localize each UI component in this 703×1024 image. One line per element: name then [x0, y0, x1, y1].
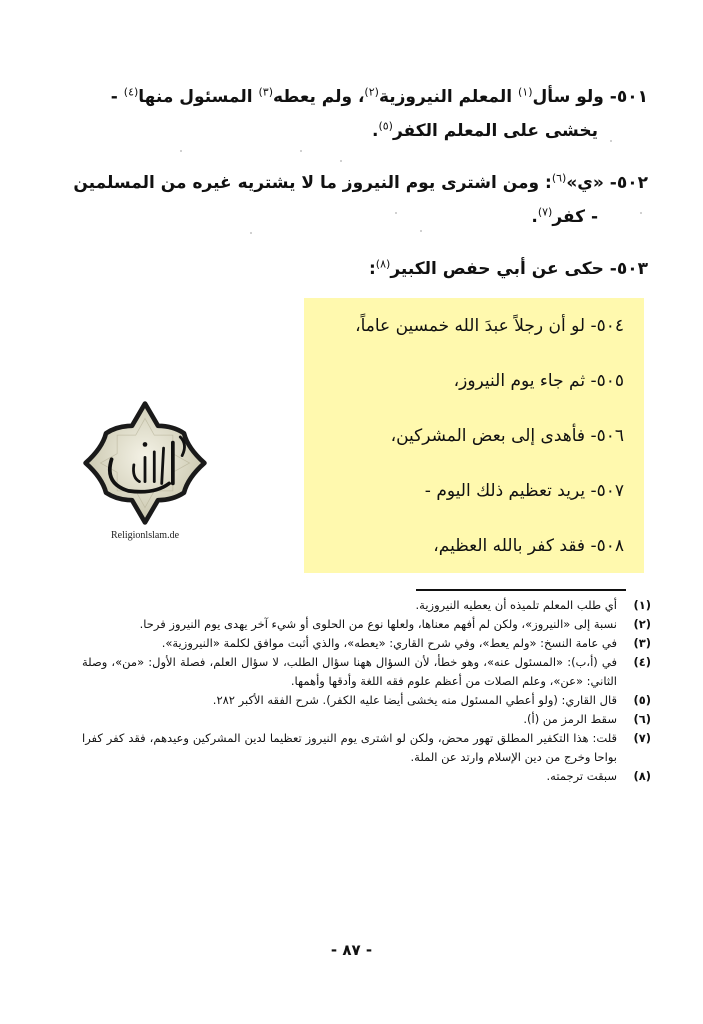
footnote-text: نسبة إلى «النيروز»، ولكن لم أفهم معناها، ولعلها نوع من الحلوى أو شيء آخر يهدى يوم النيروز فرحا.: [139, 617, 617, 631]
footnote-ref[interactable]: (٣): [258, 85, 273, 99]
paragraph-line: [369, 252, 648, 286]
footnotes: [82, 596, 651, 786]
text-run: .: [371, 121, 379, 141]
text-run: ولو سأل: [532, 87, 604, 107]
highlighted-line-506: ٥٠٦- فأهدى إلى بعض المشركين،: [390, 426, 624, 446]
text-run: - كفر: [552, 207, 598, 227]
paragraph-number: ٥٠٣-: [609, 259, 648, 279]
footnote-8: [82, 767, 651, 786]
footnote-ref[interactable]: (٢): [364, 85, 379, 99]
highlighted-line-504: ٥٠٤- لو أن رجلاً عبدَ الله خمسين عاماً،: [355, 316, 624, 336]
footnote-3: [82, 634, 651, 653]
footnote-number: (١): [633, 598, 651, 612]
logo-caption: Religionlslam.de: [110, 530, 180, 541]
religionislam-logo: [75, 398, 215, 528]
footnote-1: [82, 596, 651, 615]
footnote-text: قال القاري: (ولو أعطي المسئول منه يخشى أيضا عليه الكفر). شرح الفقه الأكبر ٢٨٢.: [212, 693, 617, 707]
text-run: : ومن اشترى يوم النيروز ما لا يشتريه غيره من المسلمين: [73, 173, 552, 193]
footnote-number: (٢): [633, 617, 651, 631]
highlighted-line-505: ٥٠٥- ثم جاء يوم النيروز،: [453, 371, 624, 391]
footnote-text: سقط الرمز من (أ).: [523, 712, 617, 726]
text-run: -: [110, 87, 124, 107]
footnote-text: سبقت ترجمته.: [546, 769, 617, 783]
text-run: حكى عن أبي حفص الكبير: [390, 259, 604, 279]
footnote-6: [82, 710, 651, 729]
text-run: المسئول منها: [138, 87, 259, 107]
paragraph-502: [73, 166, 648, 234]
text-run: .: [531, 207, 538, 227]
footnote-number: (٣): [633, 636, 651, 650]
footnote-number: (٤): [633, 655, 651, 669]
paragraph-line: [73, 166, 648, 200]
footnote-number: (٦): [633, 712, 651, 726]
footnote-text: في عامة النسخ: «ولم يعط»، وفي شرح القاري: «يعطه»، والذي أثبت موافق لكلمة «النيروزية».: [161, 636, 617, 650]
footnote-ref[interactable]: (٧): [537, 205, 553, 219]
footnote-ref[interactable]: (٤): [123, 85, 139, 99]
continuation-line: [111, 114, 648, 148]
text-run: :: [368, 259, 376, 279]
footnote-ref[interactable]: (٥): [378, 119, 393, 133]
footnote-ref[interactable]: (٨): [375, 257, 391, 271]
page-number: - ٨٧ -: [330, 941, 373, 959]
footnote-text: أي طلب المعلم تلميذه أن يعطيه النيروزية.: [415, 598, 617, 612]
footnote-separator: [416, 589, 626, 591]
highlighted-quote-box: [304, 298, 644, 573]
footnote-ref[interactable]: (١): [517, 85, 533, 99]
paragraph-503: [369, 252, 648, 286]
text-run: المعلم النيروزية: [378, 87, 518, 107]
highlighted-line-507: ٥٠٧- يريد تعظيم ذلك اليوم -: [424, 481, 624, 501]
text-run: يخشى على المعلم الكفر: [392, 121, 598, 141]
paragraph-501: [111, 80, 648, 148]
paragraph-number: ٥٠١-: [609, 87, 648, 107]
paragraph-line: [111, 80, 648, 114]
text-run: «ي»: [566, 173, 604, 193]
paragraph-number: ٥٠٢-: [609, 173, 648, 193]
footnote-5: [82, 691, 651, 710]
text-run: ، ولم يعطه: [272, 87, 365, 107]
highlighted-line-508: ٥٠٨- فقد كفر بالله العظيم،: [433, 536, 624, 556]
continuation-line: [73, 200, 648, 234]
footnote-text: قلت: هذا التكفير المطلق تهور محض، ولكن لو اشترى يوم النيروز تعظيما لدين المشركين وعيدهم، فقد كفر كفرا بواحا وخرج من دين الإسلام وارتد عن الملة.: [82, 731, 617, 764]
footnote-number: (٧): [633, 731, 651, 745]
footnote-text: في (أ،ب): «المسئول عنه»، وهو خطأ، لأن السؤال ههنا سؤال الطلب، لا سؤال العلم، فصلة الأول: «من»، وصلة الثاني: «عن»، وعلم الصلات من أعظم علوم فقه اللغة وأدقها وأهمها.: [82, 655, 617, 688]
footnote-4: [82, 653, 651, 691]
footnote-number: (٥): [633, 693, 651, 707]
footnote-number: (٨): [633, 769, 651, 783]
footnote-ref[interactable]: (٦): [551, 171, 567, 185]
footnote-2: [82, 615, 651, 634]
footnote-7: [82, 729, 651, 767]
